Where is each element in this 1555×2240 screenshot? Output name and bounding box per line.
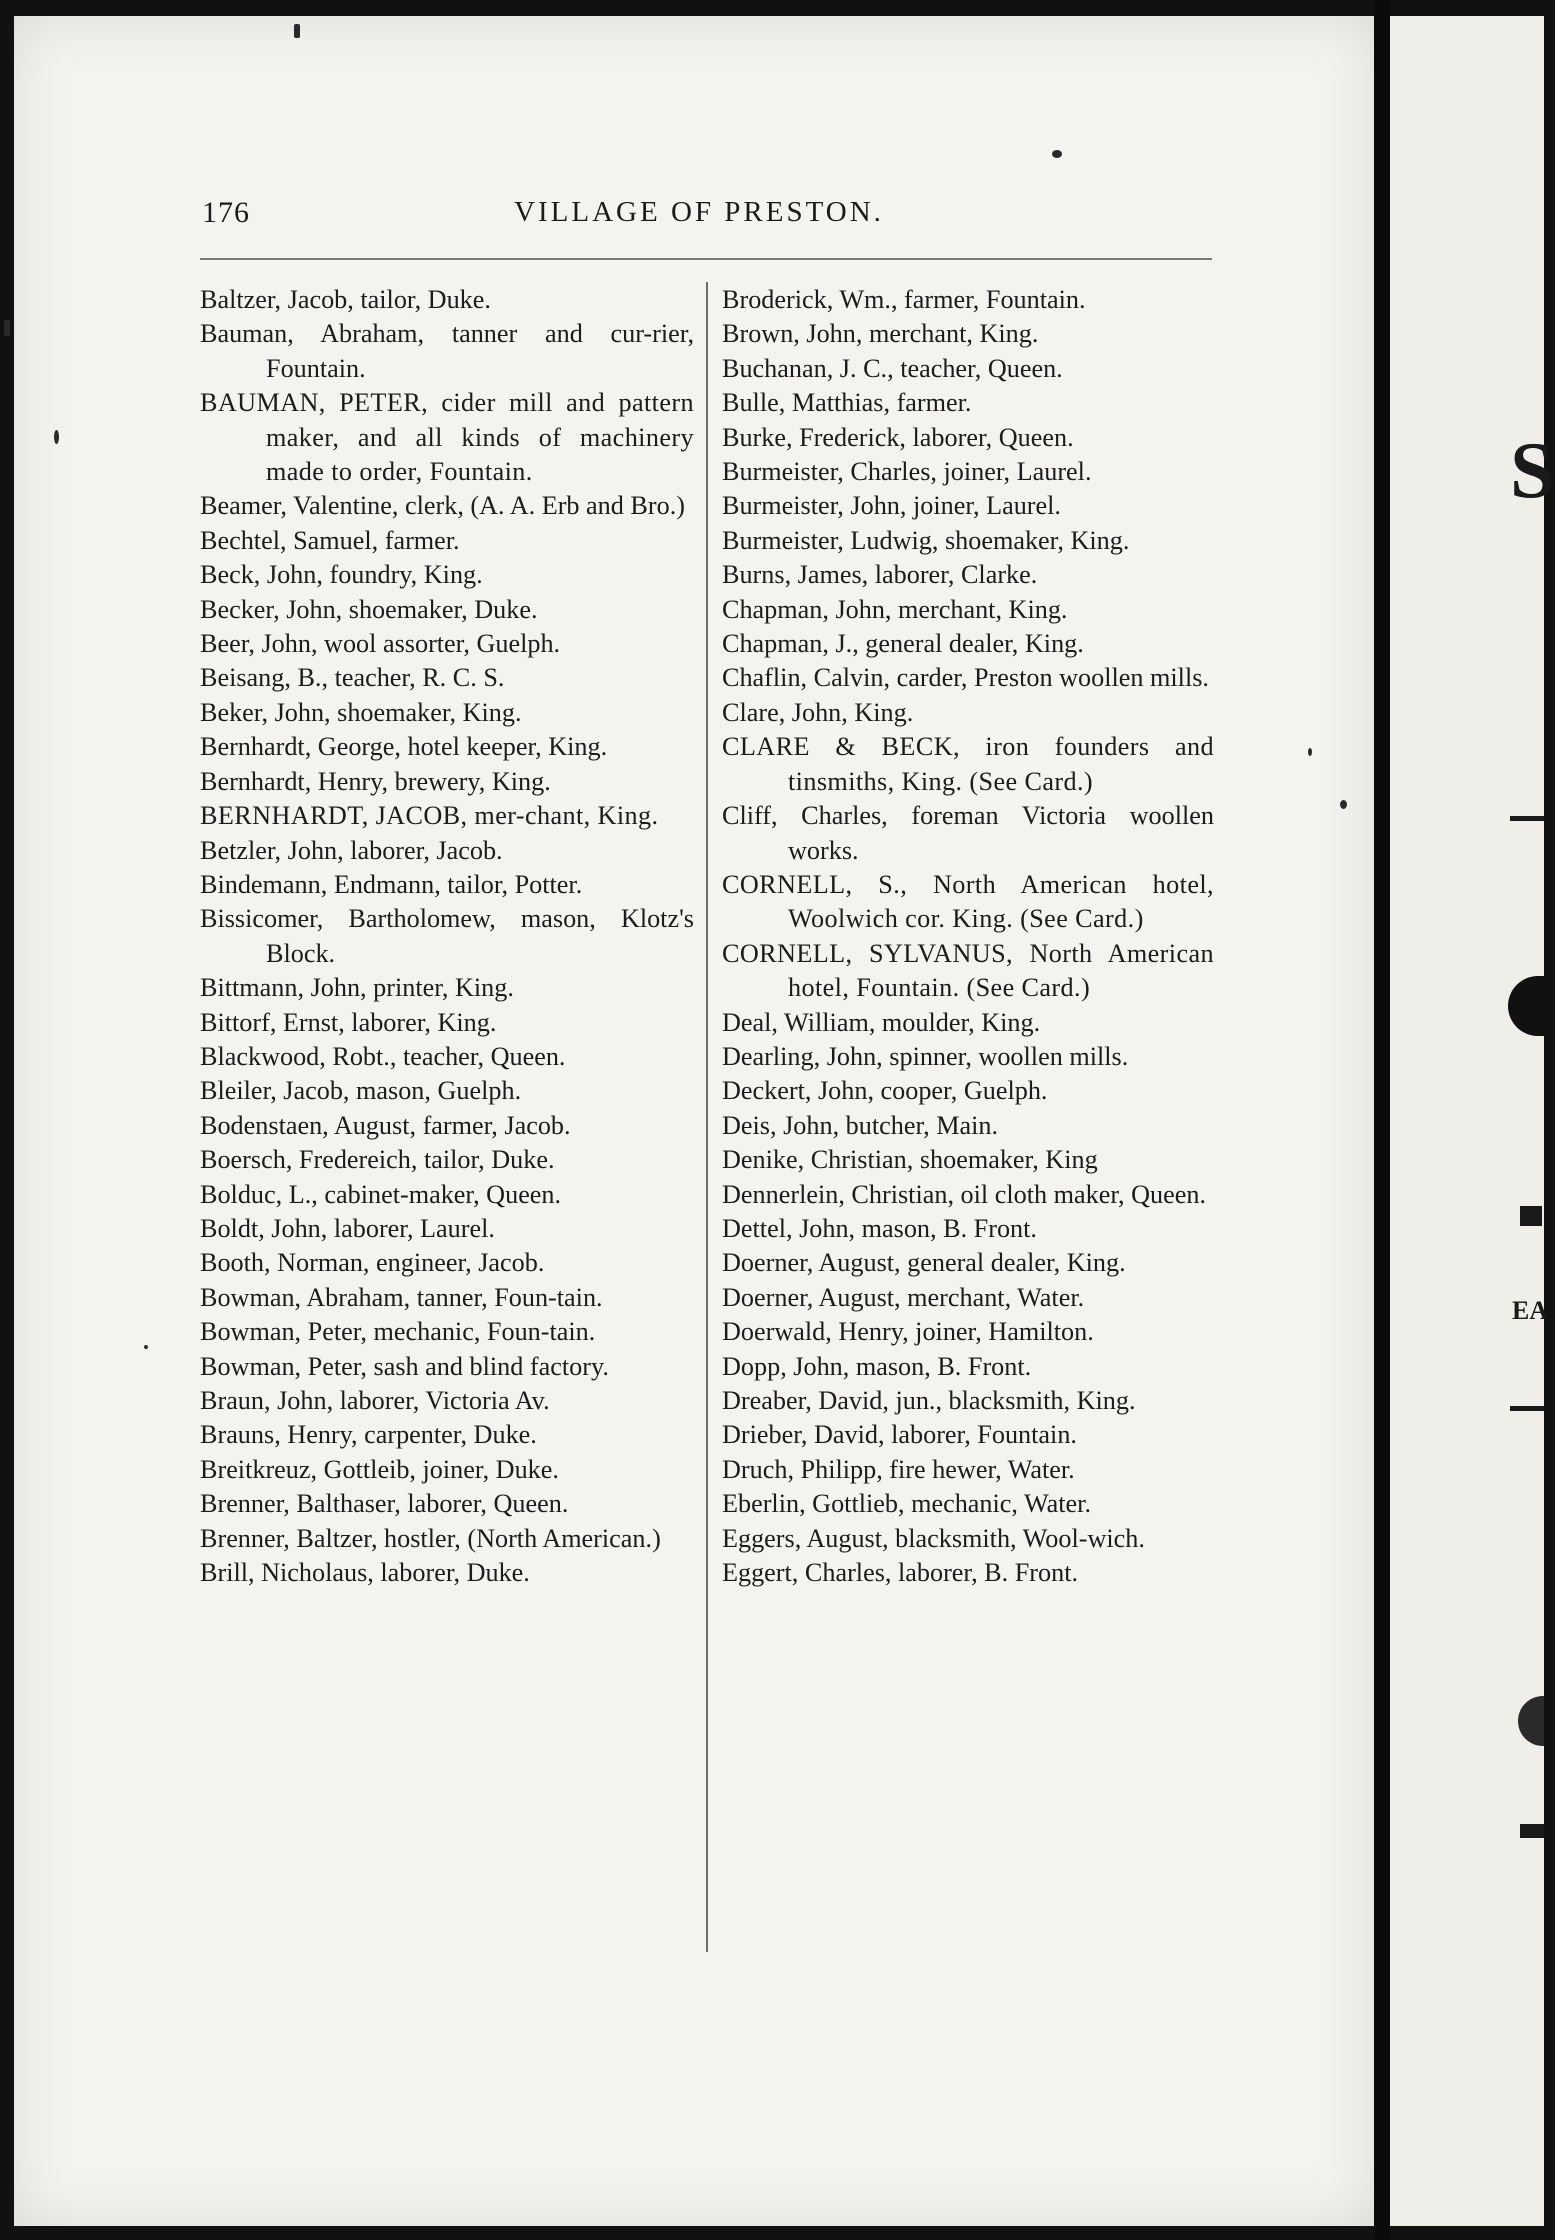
directory-entry: Beamer, Valentine, clerk, (A. A. Erb and Bro.)	[200, 491, 685, 521]
directory-entry: Bernhardt, George, hotel keeper, King.	[200, 732, 608, 762]
adjacent-page-ornament	[1508, 976, 1548, 1036]
directory-entry: Chapman, John, merchant, King.	[722, 594, 1068, 624]
directory-entry: Brenner, Balthaser, laborer, Queen.	[200, 1489, 569, 1519]
column-divider	[706, 282, 708, 1952]
directory-entry: Betzler, John, laborer, Jacob.	[200, 835, 503, 865]
directory-entry: Bulle, Matthias, farmer.	[722, 388, 972, 418]
adjacent-page-edge	[1390, 16, 1555, 2226]
directory-entry: Beer, John, wool assorter, Guelph.	[200, 629, 561, 659]
directory-entry: Doerwald, Henry, joiner, Hamilton.	[722, 1317, 1094, 1347]
directory-entry: Buchanan, J. C., teacher, Queen.	[722, 353, 1063, 383]
directory-entry: Dennerlein, Christian, oil cloth maker, Queen.	[722, 1179, 1207, 1209]
directory-entry: Bowman, Abraham, tanner, Foun-tain.	[200, 1282, 603, 1312]
adjacent-page-mark	[1520, 1206, 1542, 1226]
directory-entry: Boldt, John, laborer, Laurel.	[200, 1213, 495, 1243]
directory-column-right	[722, 283, 1214, 1590]
directory-entry: Drieber, David, laborer, Fountain.	[722, 1420, 1077, 1450]
directory-entry: Brauns, Henry, carpenter, Duke.	[200, 1420, 537, 1450]
directory-entry: Booth, Norman, engineer, Jacob.	[200, 1248, 545, 1278]
page-title: VILLAGE OF PRESTON.	[514, 196, 884, 228]
directory-entry: CLARE & BECK, iron founders and tinsmiths, King. (See Card.)	[722, 732, 1214, 796]
directory-column-left	[200, 283, 694, 1590]
directory-entry: Broderick, Wm., farmer, Fountain.	[722, 285, 1086, 314]
directory-entry: Bodenstaen, August, farmer, Jacob.	[200, 1110, 571, 1140]
directory-entry: Baltzer, Jacob, tailor, Duke.	[200, 285, 491, 314]
directory-entry: Brenner, Baltzer, hostler, (North American.)	[200, 1523, 661, 1553]
directory-entry: Boersch, Fredereich, tailor, Duke.	[200, 1145, 555, 1175]
adjacent-page-rule	[1510, 816, 1544, 821]
directory-entry: Clare, John, King.	[722, 697, 914, 727]
directory-entry: Bindemann, Endmann, tailor, Potter.	[200, 869, 583, 899]
directory-entry: Brill, Nicholaus, laborer, Duke.	[200, 1558, 530, 1588]
directory-entry: Bolduc, L., cabinet-maker, Queen.	[200, 1179, 562, 1209]
directory-entry: Bauman, Abraham, tanner and cur-rier, Fountain.	[200, 319, 694, 383]
directory-entry: Dreaber, David, jun., blacksmith, King.	[722, 1386, 1136, 1415]
directory-entry: Deckert, John, cooper, Guelph.	[722, 1076, 1048, 1106]
directory-entry: Eggers, August, blacksmith, Wool-wich.	[722, 1523, 1145, 1553]
running-head	[186, 196, 1212, 236]
page-number: 176	[202, 196, 250, 229]
directory-entry: Chaflin, Calvin, carder, Preston woollen mills.	[722, 663, 1209, 693]
directory-entry: Bleiler, Jacob, mason, Guelph.	[200, 1076, 522, 1106]
directory-entry: Beck, John, foundry, King.	[200, 560, 483, 590]
directory-entry: Braun, John, laborer, Victoria Av.	[200, 1386, 550, 1415]
directory-entry: Deis, John, butcher, Main.	[722, 1110, 999, 1140]
directory-entry: Breitkreuz, Gottleib, joiner, Duke.	[200, 1454, 559, 1484]
adjacent-page-mark-2	[1520, 1824, 1544, 1838]
directory-entry: Bernhardt, Henry, brewery, King.	[200, 766, 551, 796]
directory-entry: Beker, John, shoemaker, King.	[200, 697, 522, 727]
directory-entry: BERNHARDT, JACOB, mer-chant, King.	[200, 801, 659, 831]
directory-entry: Doerner, August, merchant, Water.	[722, 1282, 1085, 1312]
directory-entry: Bowman, Peter, sash and blind factory.	[200, 1351, 609, 1381]
directory-entry: Burmeister, John, joiner, Laurel.	[722, 491, 1061, 521]
directory-entry: CORNELL, S., North American hotel, Woolwich cor. King. (See Card.)	[722, 869, 1214, 934]
book-gutter	[1374, 0, 1390, 2240]
directory-entry: CORNELL, SYLVANUS, North American hotel, Fountain. (See Card.)	[722, 938, 1214, 1003]
directory-entry: Denike, Christian, shoemaker, King	[722, 1145, 1098, 1175]
directory-entry: Burke, Frederick, laborer, Queen.	[722, 422, 1074, 452]
directory-entry: Druch, Philipp, fire hewer, Water.	[722, 1454, 1075, 1484]
directory-entry: Deal, William, moulder, King.	[722, 1007, 1041, 1037]
directory-entry: Eggert, Charles, laborer, B. Front.	[722, 1558, 1079, 1588]
directory-entry: Bittmann, John, printer, King.	[200, 973, 514, 1003]
directory-entry: Burmeister, Charles, joiner, Laurel.	[722, 457, 1092, 487]
directory-entry: Dopp, John, mason, B. Front.	[722, 1351, 1032, 1381]
directory-entry: BAUMAN, PETER, cider mill and pattern maker, and all kinds of machinery made to order, Fountain.	[200, 388, 694, 487]
directory-entry: Bittorf, Ernst, laborer, King.	[200, 1007, 497, 1037]
directory-entry: Burmeister, Ludwig, shoemaker, King.	[722, 525, 1130, 555]
directory-entry: Bowman, Peter, mechanic, Foun-tain.	[200, 1317, 596, 1347]
adjacent-page-fragment-s: S	[1510, 427, 1555, 515]
adjacent-page-ornament-2	[1518, 1696, 1544, 1746]
directory-entry: Dearling, John, spinner, woollen mills.	[722, 1041, 1129, 1071]
directory-entry: Doerner, August, general dealer, King.	[722, 1248, 1126, 1278]
directory-entry: Cliff, Charles, foreman Victoria woollen works.	[722, 801, 1214, 865]
adjacent-page-rule-2	[1510, 1406, 1544, 1411]
directory-entry: Bechtel, Samuel, farmer.	[200, 525, 460, 555]
header-rule	[200, 258, 1212, 260]
directory-entry: Beisang, B., teacher, R. C. S.	[200, 663, 505, 693]
directory-entry: Eberlin, Gottlieb, mechanic, Water.	[722, 1489, 1092, 1519]
directory-entry: Brown, John, merchant, King.	[722, 319, 1039, 349]
directory-entry: Chapman, J., general dealer, King.	[722, 629, 1084, 659]
directory-entry: Blackwood, Robt., teacher, Queen.	[200, 1041, 566, 1071]
adjacent-page-fragment-ea: EA	[1512, 1296, 1549, 1325]
directory-entry: Bissicomer, Bartholomew, mason, Klotz's Block.	[200, 904, 694, 968]
directory-entry: Becker, John, shoemaker, Duke.	[200, 594, 538, 624]
directory-entry: Dettel, John, mason, B. Front.	[722, 1213, 1037, 1243]
directory-entry: Burns, James, laborer, Clarke.	[722, 560, 1038, 590]
